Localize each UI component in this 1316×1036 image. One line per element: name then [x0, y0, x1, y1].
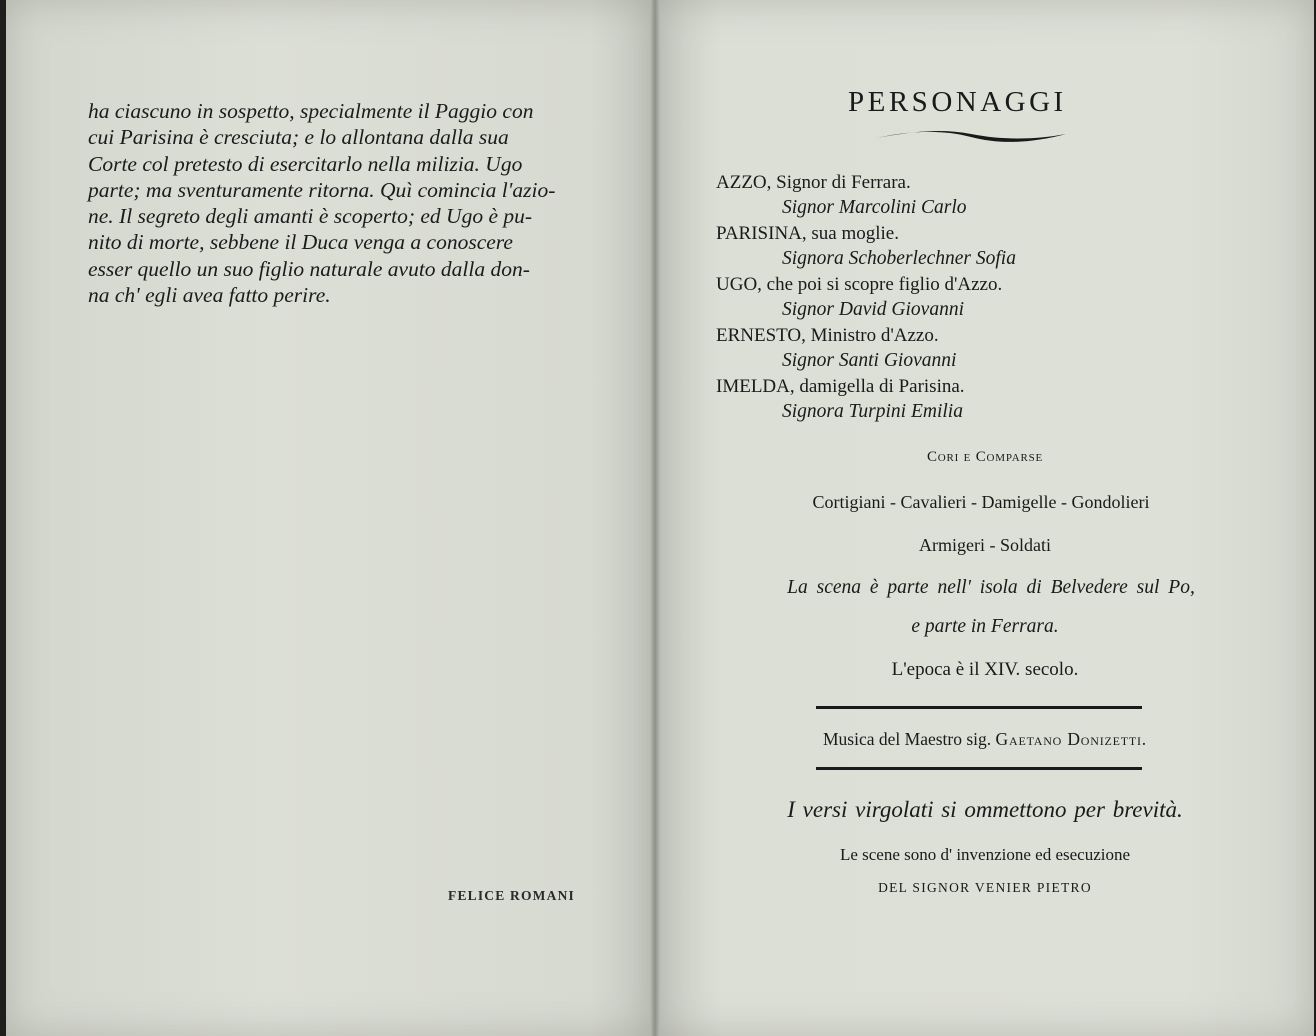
music-credit-prefix: Musica del Maestro sig.	[823, 729, 992, 749]
performer-name: Signora Schoberlechner Sofia	[782, 248, 1016, 269]
scene-setting: e parte in Ferrara.	[911, 616, 1059, 637]
synopsis-line: Corte col pretesto di esercitarlo nella milizia. Ugo	[88, 151, 523, 176]
scene-setting: La scena è parte nell' isola di Belvedere sul Po,	[787, 577, 1195, 598]
composer-name: Gaetano Donizetti.	[995, 729, 1147, 749]
divider-rule	[816, 706, 1142, 709]
synopsis-line: parte; ma sventuramente ritorna. Quì comincia l'azio-	[88, 177, 556, 202]
performer-name: Signor Marcolini Carlo	[782, 197, 967, 218]
ornamental-swash	[874, 126, 1068, 148]
chorus-line: Cortigiani - Cavalieri - Damigelle - Gondolieri	[812, 492, 1150, 512]
character-role: UGO, che poi si scopre figlio d'Azzo.	[716, 274, 1003, 295]
synopsis-line: na ch' egli avea fatto perire.	[88, 283, 331, 308]
cast-entry	[716, 374, 1276, 424]
music-credit	[656, 729, 1314, 750]
character-role: ERNESTO, Ministro d'Azzo.	[716, 325, 939, 346]
sets-credit-name: DEL SIGNOR VENIER PIETRO	[878, 880, 1092, 895]
epoch-note: L'epoca è il XIV. secolo.	[891, 659, 1079, 680]
performer-name: Signor David Giovanni	[782, 299, 964, 320]
character-role: IMELDA, damigella di Parisina.	[716, 376, 965, 397]
performer-name: Signora Turpini Emilia	[782, 401, 963, 422]
character-role: PARISINA, sua moglie.	[716, 223, 899, 244]
chorus-line: Armigeri - Soldati	[919, 535, 1051, 555]
divider-rule	[816, 767, 1142, 770]
verses-note: I versi virgolati si ommettono per brevità.	[787, 797, 1183, 822]
synopsis-line: esser quello un suo figlio naturale avuto dalla don-	[88, 256, 530, 281]
page-title: PERSONAGGI	[848, 86, 1067, 118]
synopsis-paragraph	[88, 98, 608, 308]
sets-credit: Le scene sono d' invenzione ed esecuzione	[839, 845, 1131, 864]
author-signature: FELICE ROMANI	[448, 888, 575, 903]
synopsis-line: nito di morte, sebbene il Duca venga a conoscere	[88, 230, 513, 255]
chorus-heading: Cori e Comparse	[926, 449, 1044, 465]
synopsis-line: ha ciascuno in sospetto, specialmente il Paggio con	[88, 99, 534, 123]
synopsis-line: ne. Il segreto degli amanti è scoperto; ed Ugo è pu-	[88, 204, 533, 229]
cast-entry	[716, 170, 1276, 220]
cast-entry	[716, 272, 1276, 322]
cast-entry	[716, 323, 1276, 373]
synopsis-line: cui Parisina è cresciuta; e lo allontana dalla sua	[88, 125, 509, 150]
character-role: AZZO, Signor di Ferrara.	[716, 172, 911, 193]
cast-entry	[716, 221, 1276, 271]
cast-list	[716, 170, 1276, 425]
performer-name: Signor Santi Giovanni	[782, 350, 957, 371]
